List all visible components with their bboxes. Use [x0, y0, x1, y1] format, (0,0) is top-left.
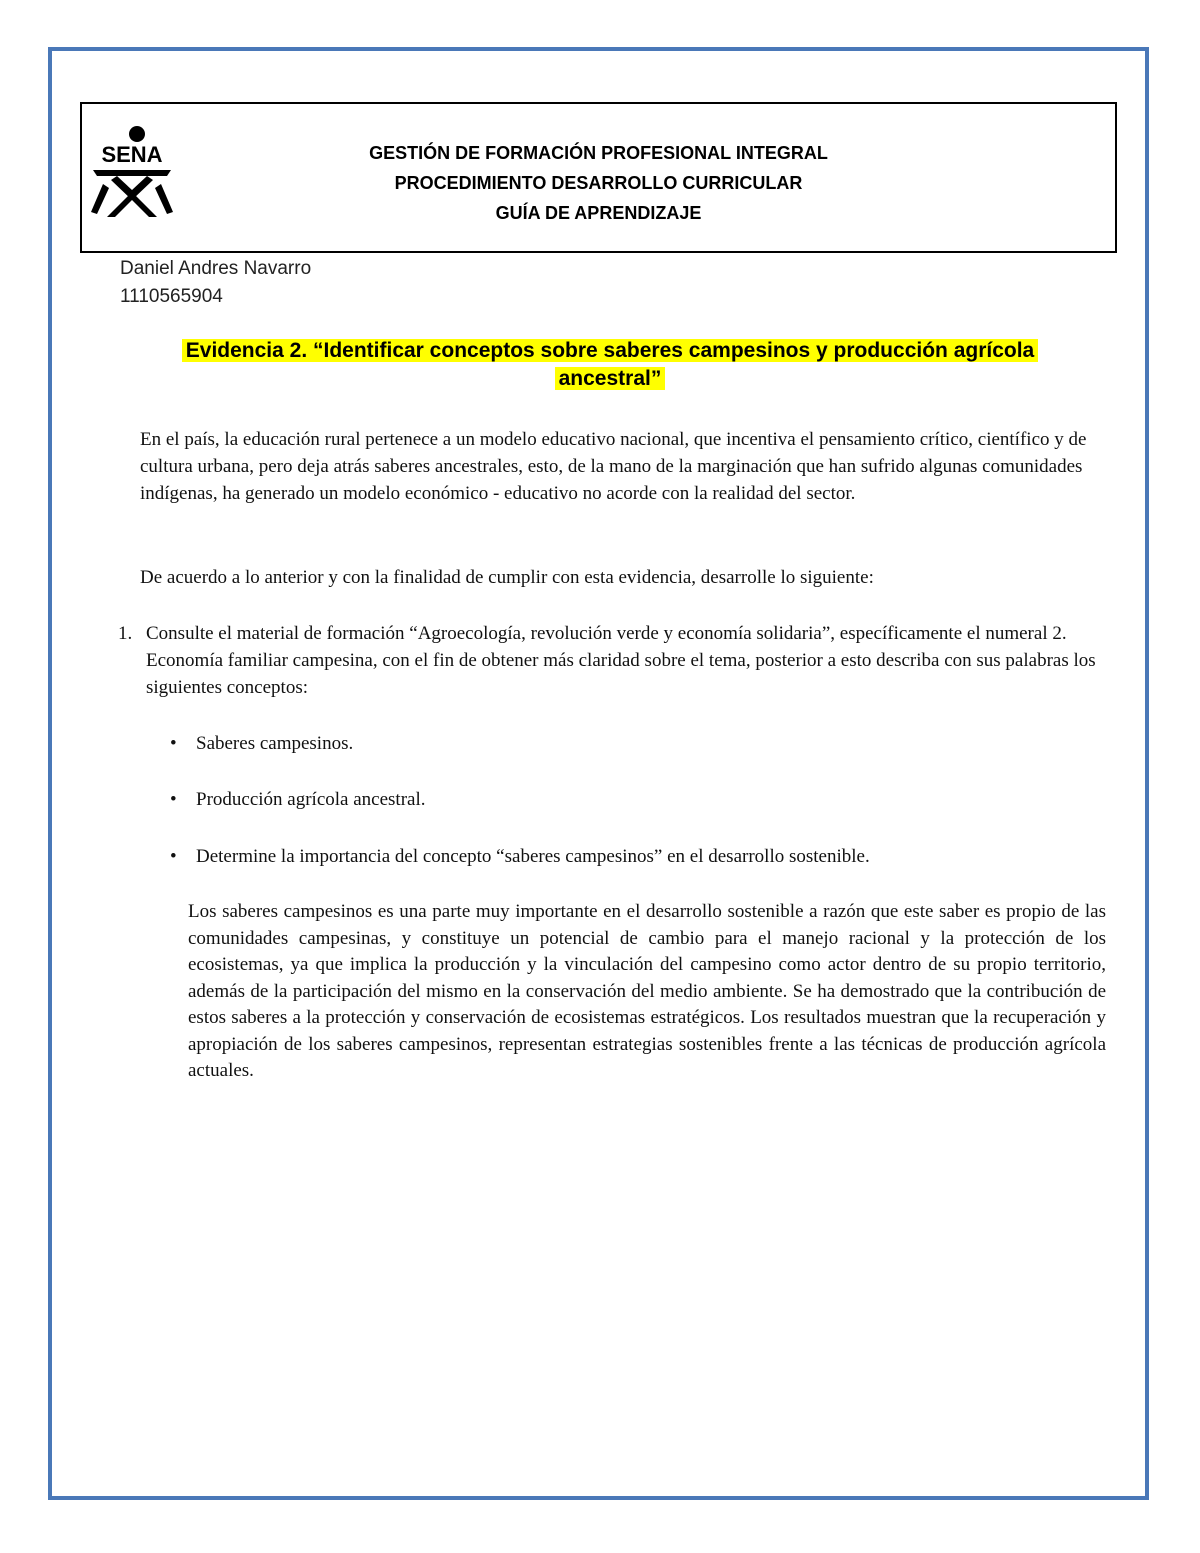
- item-number: 1.: [118, 623, 133, 644]
- instruction-paragraph: De acuerdo a lo anterior y con la finalidad de cumplir con esta evidencia, desarrolle lo siguiente:: [140, 567, 874, 588]
- answer-paragraph: Los saberes campesinos es una parte muy importante en el desarrollo sostenible a razón que este saber es propio de las comunidades campesinas, y constituye un potencial de cambio para el manejo racional y la protección de los ecosistemas, ya que implica la producción y la vinculación del campesino como actor dentro de su propio territorio, además de la participación del mismo en la conservación del medio ambiente. Se ha demostrado que la contribución de estos saberes a la protección y conservación de ecosistemas estratégicos. Los resultados muestran que la recuperación y apropiación de los saberes campesinos, representan estrategias sostenibles frente a las técnicas de producción agrícola actuales.: [188, 901, 1106, 1081]
- author-id: 1110565904: [120, 286, 223, 307]
- bullet-icon: •: [170, 846, 177, 867]
- bullet-text: Producción agrícola ancestral.: [196, 789, 426, 810]
- item-text: Consulte el material de formación “Agroecología, revolución verde y economía solidaria”, específicamente el numeral 2. Economía familiar campesina, con el fin de obtener más claridad sobre el tema, posterior a esto describa con sus palabras los siguientes conceptos:: [146, 623, 1096, 698]
- header-line-3: GUÍA DE APRENDIZAJE: [495, 203, 702, 223]
- intro-paragraph: En el país, la educación rural pertenece a un modelo educativo nacional, que incentiva el pensamiento crítico, científico y de cultura urbana, pero deja atrás saberes ancestrales, esto, de la mano de la marginación que han sufrido algunas comunidades indígenas, ha generado un modelo económico - educativo no acorde con la realidad del sector.: [140, 429, 1087, 504]
- bullet-icon: •: [170, 789, 177, 810]
- evidence-title-line-1: Evidencia 2. “Identificar conceptos sobre saberes campesinos y producción agrícola: [182, 339, 1038, 362]
- numbered-item-1: [118, 620, 1108, 701]
- bullet-item: [170, 843, 870, 870]
- header-line-1: GESTIÓN DE FORMACIÓN PROFESIONAL INTEGRAL: [369, 143, 828, 163]
- evidence-title-line-2: ancestral”: [555, 367, 666, 390]
- document-header: [80, 102, 1117, 253]
- author-name: Daniel Andres Navarro: [120, 258, 312, 279]
- header-line-2: PROCEDIMIENTO DESARROLLO CURRICULAR: [394, 173, 803, 193]
- evidence-title: [120, 337, 1100, 393]
- bullet-item: [170, 786, 425, 813]
- bullet-text: Saberes campesinos.: [196, 733, 354, 754]
- bullet-icon: •: [170, 733, 177, 754]
- author-block: [120, 255, 311, 311]
- logo-text: SENA: [101, 142, 163, 167]
- bullet-item: [170, 730, 353, 757]
- bullet-text: Determine la importancia del concepto “saberes campesinos” en el desarrollo sostenible.: [196, 846, 870, 867]
